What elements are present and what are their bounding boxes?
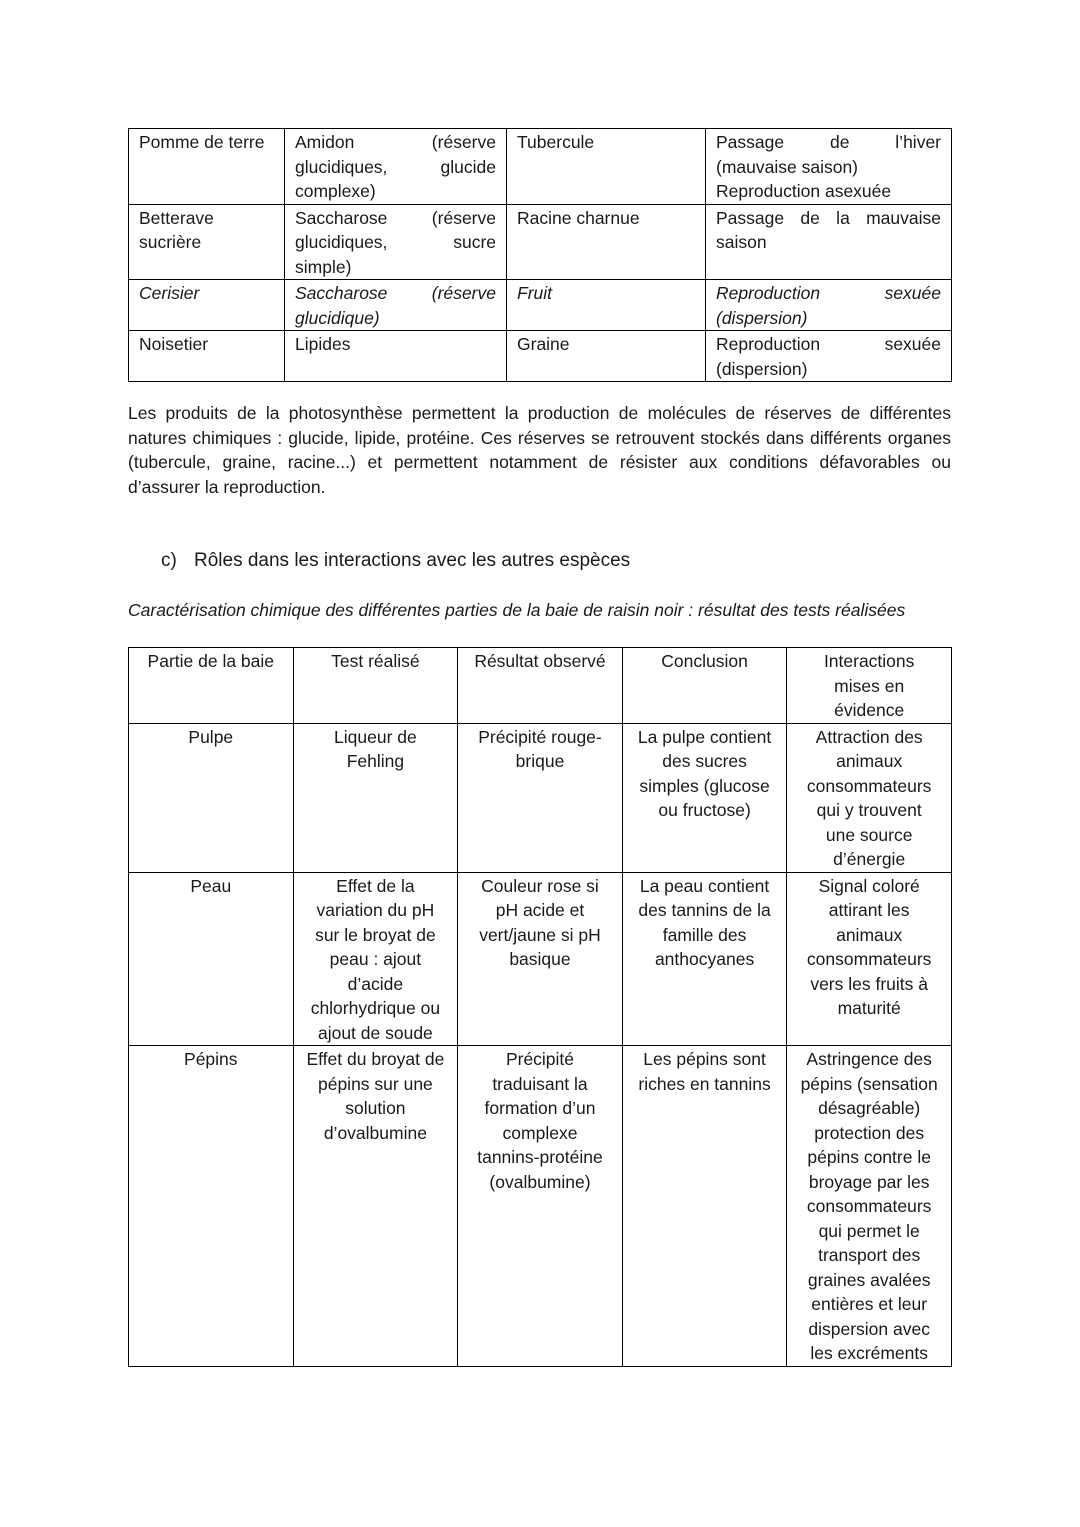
table-cell: La pulpe contient des sucres simples (glucose ou fructose)	[622, 723, 787, 872]
molecule-cell: Amidon (réserve glucidiques, glucide complexe)	[285, 129, 507, 205]
grape-analysis-table	[128, 647, 952, 1367]
table-row	[129, 204, 952, 280]
summary-paragraph: Les produits de la photosynthèse permettent la production de molécules de réserves de différentes natures chimiques : glucide, lipide, protéine. Ces réserves se retrouvent stockés dans différents organes (tubercule, graine, racine...) et permettent notamment de résister aux conditions défavorables ou d’assurer la reproduction.	[128, 403, 951, 497]
header-cell: Conclusion	[622, 648, 787, 724]
role-cell: Reproduction sexuée (dispersion)	[706, 331, 952, 382]
table-cell: Couleur rose si pH acide et vert/jaune si pH basique	[458, 872, 623, 1046]
table-row	[129, 129, 952, 205]
table-cell: Attraction des animaux consommateurs qui y trouvent une source d’énergie	[787, 723, 952, 872]
role-cell: Passage de l’hiver (mauvaise saison) Reproduction asexuée	[706, 129, 952, 205]
table-header-row	[129, 648, 952, 724]
table-cell: La peau contient des tannins de la famille des anthocyanes	[622, 872, 787, 1046]
role-cell: Reproduction sexuée (dispersion)	[706, 280, 952, 331]
plant-cell: Cerisier	[129, 280, 285, 331]
table-cell: Astringence des pépins (sensation désagréable) protection des pépins contre le broyage par les consommateurs qui permet le transport des graines avalées entières et leur dispersion avec les excréments	[787, 1046, 952, 1367]
plant-cell: Pomme de terre	[129, 129, 285, 205]
plant-cell: Betterave sucrière	[129, 204, 285, 280]
header-cell: Interactions mises en évidence	[787, 648, 952, 724]
section-label: c)	[161, 550, 177, 571]
table-cell: Liqueur de Fehling	[293, 723, 458, 872]
header-cell: Résultat observé	[458, 648, 623, 724]
table-cell: Pulpe	[129, 723, 294, 872]
table-cell: Effet du broyat de pépins sur une solution d’ovalbumine	[293, 1046, 458, 1367]
table-cell: Peau	[129, 872, 294, 1046]
table-cell: Précipité traduisant la formation d’un complexe tannins-protéine (ovalbumine)	[458, 1046, 623, 1367]
table-row	[129, 331, 952, 382]
table-cell: Pépins	[129, 1046, 294, 1367]
role-cell: Passage de la mauvaise saison	[706, 204, 952, 280]
molecule-cell: Saccharose (réserve glucidiques, sucre simple)	[285, 204, 507, 280]
table-row	[129, 872, 952, 1046]
table-cell: Précipité rouge-brique	[458, 723, 623, 872]
section-heading	[161, 548, 630, 574]
organ-cell: Racine charnue	[507, 204, 706, 280]
table-row	[129, 280, 952, 331]
molecule-cell: Saccharose (réserve glucidique)	[285, 280, 507, 331]
plant-cell: Noisetier	[129, 331, 285, 382]
molecule-cell: Lipides	[285, 331, 507, 382]
table-caption: Caractérisation chimique des différentes parties de la baie de raisin noir : résultat des tests réalisées	[128, 600, 906, 620]
header-cell: Partie de la baie	[129, 648, 294, 724]
organ-cell: Tubercule	[507, 129, 706, 205]
header-cell: Test réalisé	[293, 648, 458, 724]
organ-cell: Graine	[507, 331, 706, 382]
table-cell: Les pépins sont riches en tannins	[622, 1046, 787, 1367]
reserves-table	[128, 128, 952, 382]
table-row	[129, 723, 952, 872]
table-row	[129, 1046, 952, 1367]
organ-cell: Fruit	[507, 280, 706, 331]
table-cell: Effet de la variation du pH sur le broyat de peau : ajout d’acide chlorhydrique ou ajout de soude	[293, 872, 458, 1046]
table-cell: Signal coloré attirant les animaux consommateurs vers les fruits à maturité	[787, 872, 952, 1046]
section-title: Rôles dans les interactions avec les autres espèces	[194, 550, 631, 571]
